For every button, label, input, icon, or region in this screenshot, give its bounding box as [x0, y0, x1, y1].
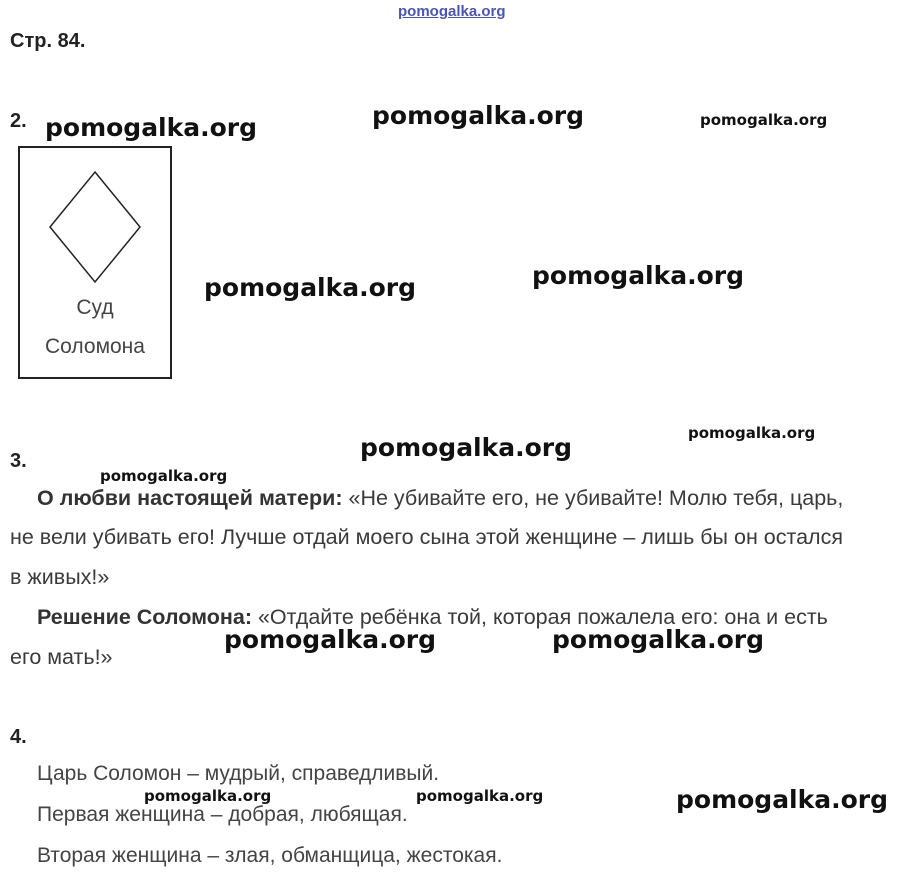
watermark: pomogalka.org	[224, 625, 437, 654]
list-item: Первая женщина – добрая, любящая.	[37, 803, 408, 826]
watermark: pomogalka.org	[204, 273, 417, 302]
watermark: pomogalka.org	[144, 787, 272, 805]
solomon-quote-line1	[37, 605, 912, 630]
mother-label: О любви настоящей матери:	[37, 486, 343, 510]
mother-quote-text1: «Не убивайте его, не убивайте! Молю тебя, царь,	[342, 486, 844, 510]
watermark: pomogalka.org	[676, 785, 889, 814]
watermark: pomogalka.org	[372, 101, 585, 130]
watermark: pomogalka.org	[45, 113, 258, 142]
watermark: pomogalka.org	[360, 433, 573, 462]
task-2-number: 2.	[10, 110, 27, 132]
watermark: pomogalka.org	[688, 424, 816, 442]
list-item: Вторая женщина – злая, обманщица, жестокая.	[37, 844, 503, 867]
task-4-number: 4.	[10, 726, 27, 748]
watermark: pomogalka.org	[100, 467, 228, 485]
card-caption-line1: Суд	[76, 296, 114, 319]
watermark: pomogalka.org	[700, 111, 828, 129]
diamond-card	[18, 146, 172, 379]
solomon-quote-line2: его мать!»	[10, 645, 113, 669]
list-item: Царь Соломон – мудрый, справедливый.	[37, 762, 440, 785]
card-caption-line2: Соломона	[45, 335, 145, 358]
solomon-label: Решение Соломона:	[37, 605, 252, 629]
mother-quote-line2: не вели убивать его! Лучше отдай моего сына этой женщине – лишь бы он остался	[10, 525, 843, 549]
watermark-link-top[interactable]: pomogalka.org	[398, 3, 506, 20]
solomon-quote-text1: «Отдайте ребёнка той, которая пожалела его: она и есть	[251, 605, 828, 629]
page-label: Стр. 84.	[10, 30, 86, 52]
watermark: pomogalka.org	[416, 787, 544, 805]
watermark: pomogalka.org	[532, 261, 745, 290]
watermark: pomogalka.org	[552, 625, 765, 654]
diamond-icon	[48, 170, 142, 284]
mother-quote-line3: в живых!»	[10, 565, 110, 589]
mother-quote-line1	[37, 486, 912, 511]
task-3-number: 3.	[10, 450, 27, 472]
